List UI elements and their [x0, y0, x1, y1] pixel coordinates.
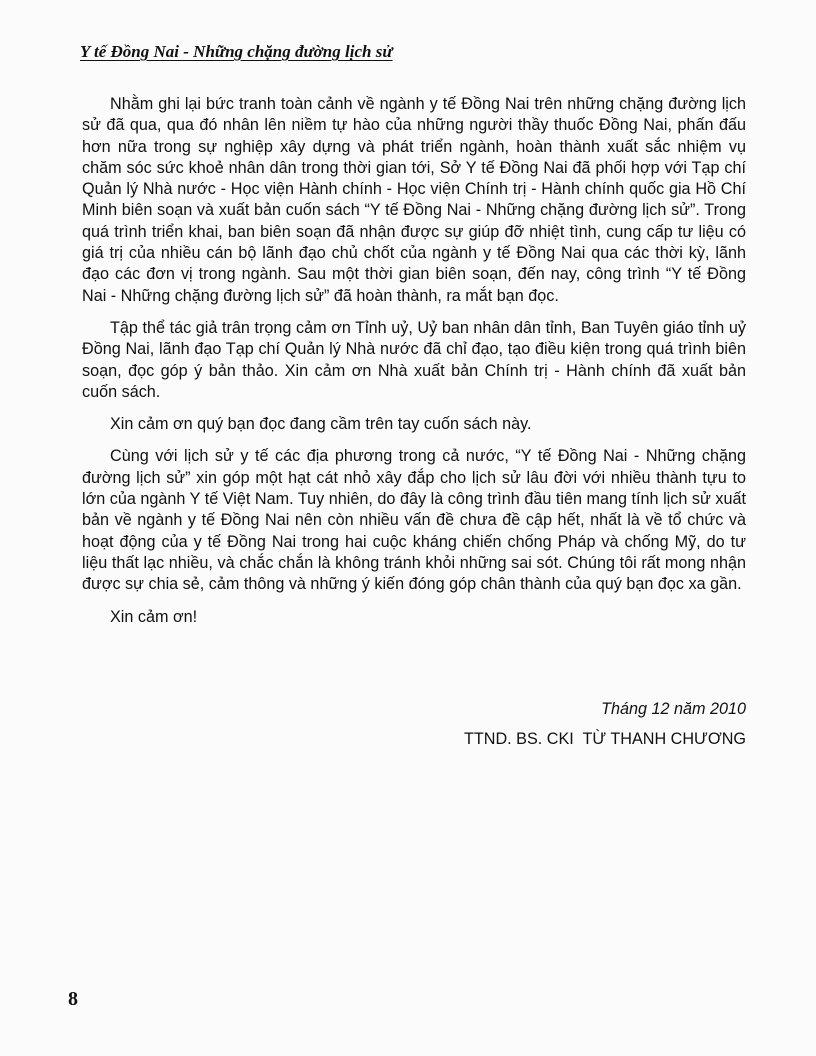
paragraph-closing: Xin cảm ơn!: [110, 607, 198, 626]
paragraph-intro: Nhằm ghi lại bức tranh toàn cảnh về ngành y tế Đồng Nai trên những chặng đường lịch sử đã qua, qua đó nhân lên niềm tự hào của những người thầy thuốc Đồng Nai, phấn đấu hơn nữa trong sự nghiệp xây dựng và phát triển ngành, hoàn thành xuất sắc nhiệm vụ chăm sóc sức khoẻ nhân dân trong thời gian tới, Sở Y tế Đồng Nai đã phối hợp với Tạp chí Quản lý Nhà nước - Học viện Hành chính - Học viện Chính trị - Hành chính quốc gia Hồ Chí Minh biên soạn và xuất bản cuốn sách “Y tế Đồng Nai - Những chặng đường lịch sử”. Trong quá trình triển khai, ban biên soạn đã nhận được sự giúp đỡ nhiệt tình, cung cấp tư liệu có giá trị của nhiều cán bộ lãnh đạo chủ chốt của ngành y tế Đồng Nai qua các thời kỳ, lãnh đạo các đơn vị trong ngành. Sau một thời gian biên soạn, đến nay, công trình “Y tế Đồng Nai - Những chặng đường lịch sử” đã hoàn thành, ra mắt bạn đọc.: [82, 95, 746, 305]
page-number: 8: [68, 988, 78, 1010]
signature-date: Tháng 12 năm 2010: [601, 700, 746, 718]
running-header: Y tế Đồng Nai - Những chặng đường lịch sử: [80, 42, 393, 61]
paragraph-thanks-leaders: Tập thể tác giả trân trọng cảm ơn Tỉnh uỷ, Uỷ ban nhân dân tỉnh, Ban Tuyên giáo tỉnh uỷ Đồng Nai, lãnh đạo Tạp chí Quản lý Nhà nước đã chỉ đạo, tạo điều kiện trong quá trình biên soạn, đọc góp ý bản thảo. Xin cảm ơn Nhà xuất bản Chính trị - Hành chính đã xuất bản cuốn sách.: [82, 318, 746, 401]
signature-author: TTND. BS. CKI TỪ THANH CHƯƠNG: [464, 730, 746, 748]
body-text: [82, 94, 746, 639]
paragraph-contribution: Cùng với lịch sử y tế các địa phương trong cả nước, “Y tế Đồng Nai - Những chặng đường lịch sử” xin góp một hạt cát nhỏ xây đắp cho lịch sử lâu đời với nhiều thành tựu to lớn của ngành Y tế Việt Nam. Tuy nhiên, do đây là công trình đầu tiên mang tính lịch sử xuất bản về ngành y tế Đồng Nai nên còn nhiều vấn đề chưa đề cập hết, nhất là về tổ chức và hoạt động của y tế Đồng Nai trong hai cuộc kháng chiến chống Pháp và chống Mỹ, do tư liệu thất lạc nhiều, và chắc chắn là không tránh khỏi những sai sót. Chúng tôi rất mong nhận được sự chia sẻ, cảm thông và những ý kiến đóng góp chân thành của quý bạn đọc xa gần.: [82, 447, 746, 594]
signature-block: [464, 694, 746, 754]
paragraph-thanks-readers: Xin cảm ơn quý bạn đọc đang cầm trên tay cuốn sách này.: [110, 415, 532, 434]
